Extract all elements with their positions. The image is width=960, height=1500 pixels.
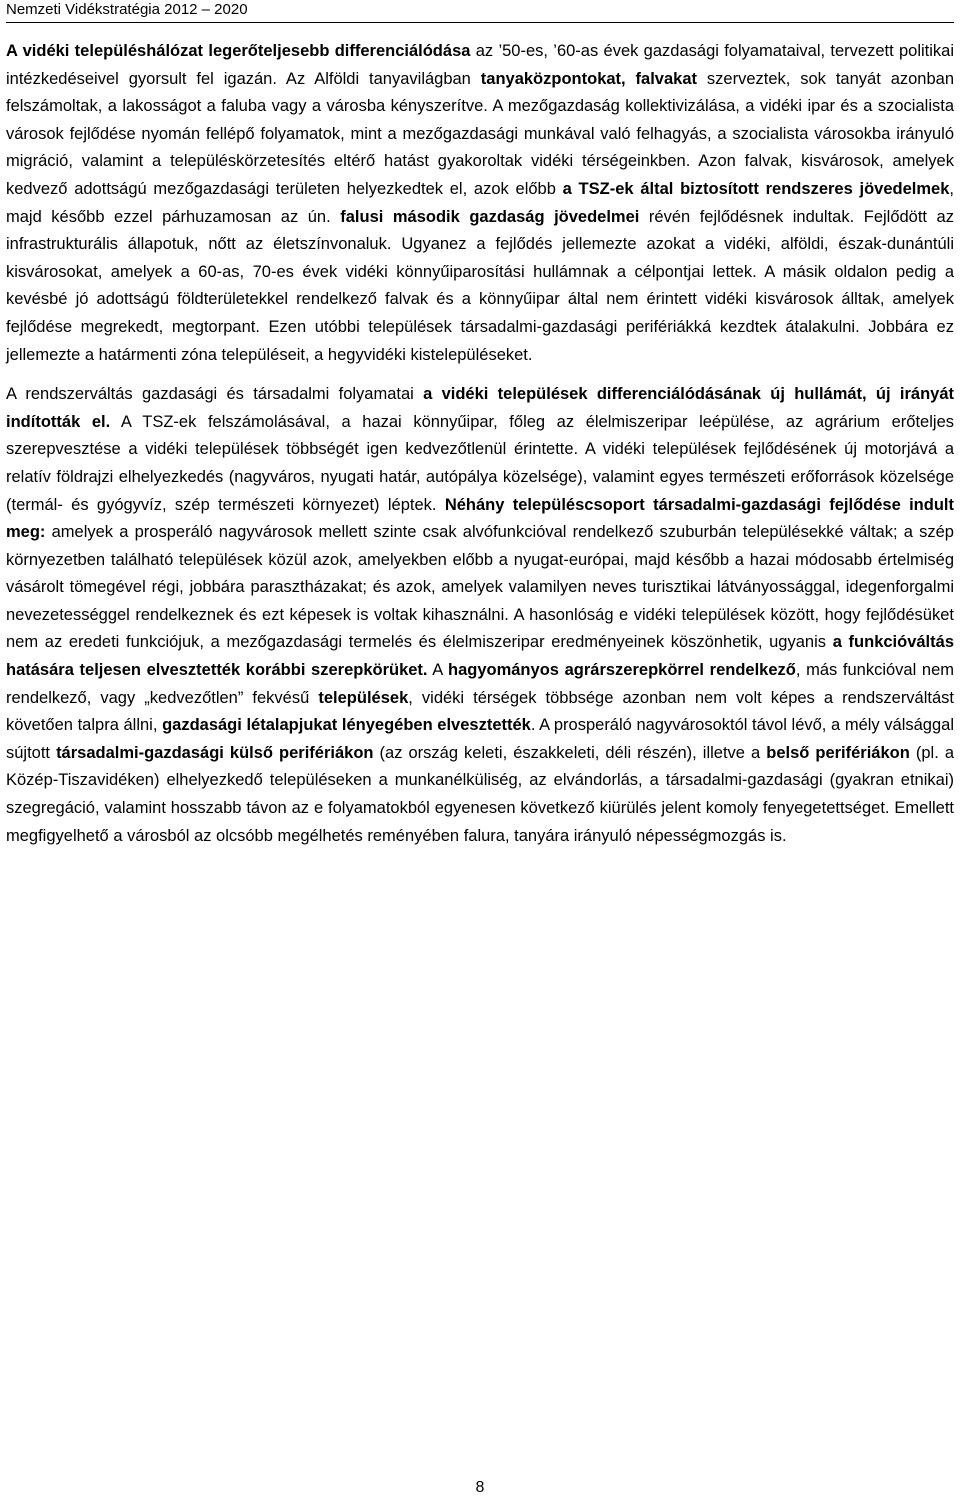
- emphasized-text: hagyományos agrárszerepkörrel rendelkező: [448, 661, 796, 680]
- text-run: az ’50-es, ’60-as évek gazdasági folyamataival, tervezett politikai intézkedéseivel gyorsult fel igazán. Az Alföldi tanyavilágban: [6, 42, 954, 88]
- text-run: szerveztek, sok tanyát azonban felszámoltak, a lakosságot a faluba vagy a városba kényszerítve. A mezőgazdaság kollektivizálása, a vidéki ipar és a szocialista városok fejlődése nyomán fellépő folyamatok, mint a mezőgazdasági munkával való felhagyás, a szocialista városokba irányuló migráció, valamint a településkörzetesítés eltérő hatást gyakoroltak vidéki térségeinkben. Azon falvak, kisvárosok, amelyek kedvező adottságú mezőgazdasági területen helyezkedtek el, azok előbb: [6, 69, 954, 198]
- text-run: révén fejlődésnek indultak. Fejlődött az infrastrukturális állapotuk, nőtt az életszínvonaluk. Ugyanez a fejlődés jellemezte azokat a vidéki, alföldi, észak-dunántúli kisvárosokat, amelyek a 60-as, 70-es évek vidéki könnyűiparosítási hullámnak a célpontjai lettek. A másik oldalon pedig a kevésbé jó adottságú földterületekkel rendelkező falvak és a könnyűipar által nem érintett vidéki kisvárosok álltak, amelyek fejlődése megrekedt, megtorpant. Ezen utóbbi települések társadalmi-gazdasági perifériákká kezdtek átalakulni. Jobbára ez jellemezte a határmenti zóna településeit, a hegyvidéki kistelepüléseket.: [6, 207, 954, 364]
- emphasized-text: belső perifériákon: [766, 743, 910, 762]
- text-run: , majd később ezzel párhuzamosan az ún.: [6, 179, 954, 226]
- paragraph-2: [6, 381, 954, 850]
- text-run: amelyek a prosperáló nagyvárosok mellett szinte csak alvófunkcióval rendelkező szuburbán településekké váltak; a szép környezetben található települések közül azok, amelyekben előbb a nyugat-európai, majd később a hazai módosabb értelmiség vásárolt tömegével régi, jobbára parasztházakat; és azok, amelyek valamilyen neves turisztikai látványossággal, idegenforgalmi nevezetességgel rendelkeznek és ezt képesek is voltak kihasználni. A hasonlóság e vidéki települések között, hogy fejlődésüket nem az eredeti funkciójuk, a mezőgazdasági termelés és élelmiszeripar eredményeinek köszönhetik, ugyanis: [6, 523, 954, 652]
- emphasized-text: a vidéki települések differenciálódásának új hullámát, új irányát indították el.: [6, 385, 954, 431]
- text-run: A TSZ-ek felszámolásával, a hazai könnyűipar, főleg az élelmiszeripar leépülése, az agrárium erőteljes szerepvesztése a vidéki települések többségét igen kedvezőtlenül érintette. A vidéki települések fejlődésének új motorjává a relatív földrajzi elhelyezkedés (nagyváros, nyugati határ, autópálya közelsége), valamint egyes természeti erőforrások közelsége (termál- és gyógyvíz, szép természeti környezet) léptek.: [6, 412, 954, 514]
- text-run: A rendszerváltás gazdasági és társadalmi folyamatai: [6, 385, 424, 404]
- emphasized-text: társadalmi-gazdasági külső perifériákon: [56, 743, 374, 762]
- paragraph-1: [6, 38, 954, 369]
- text-run: , más funkcióval nem rendelkező, vagy „kedvezőtlen” fekvésű: [6, 661, 954, 707]
- emphasized-text: települések: [318, 688, 409, 707]
- page-number: 8: [475, 1479, 485, 1496]
- emphasized-text: a funkcióváltás hatására teljesen elvesztették korábbi szerepkörüket.: [6, 633, 954, 680]
- emphasized-text: Néhány településcsoport társadalmi-gazdasági fejlődése indult meg:: [6, 495, 954, 542]
- text-run: (pl. a Közép-Tiszavidéken) elhelyezkedő településeken a munkanélküliség, az elvándorlás, a társadalmi-gazdasági (gyakran etnikai) szegregáció, valamint hosszabb távon az e folyamatokból egyenesen következő kiürülés jelent komoly fenyegetettséget. Emellett megfigyelhető a városból az olcsóbb megélhetés reményében falura, tanyára irányuló népességmozgás is.: [6, 743, 954, 845]
- emphasized-text: tanyaközpontokat, falvakat: [480, 69, 697, 88]
- emphasized-text: falusi második gazdaság jövedelmei: [340, 207, 640, 226]
- running-header: Nemzeti Vidékstratégia 2012 – 2020: [6, 0, 954, 23]
- body-text: [6, 38, 954, 850]
- emphasized-text: a TSZ-ek által biztosított rendszeres jövedelmek: [562, 179, 950, 198]
- text-run: , vidéki térségek többsége azonban nem volt képes a rendszerváltást követően talpra állni,: [6, 688, 954, 735]
- text-run: . A prosperáló nagyvárosoktól távol lévő, a mély válsággal sújtott: [6, 716, 954, 762]
- text-run: A: [427, 661, 448, 680]
- text-run: (az ország keleti, északkeleti, déli részén), illetve a: [373, 743, 767, 762]
- emphasized-text: A vidéki településhálózat legerőteljesebb differenciálódása: [6, 42, 471, 60]
- emphasized-text: gazdasági létalapjukat lényegében elvesztették: [162, 716, 531, 735]
